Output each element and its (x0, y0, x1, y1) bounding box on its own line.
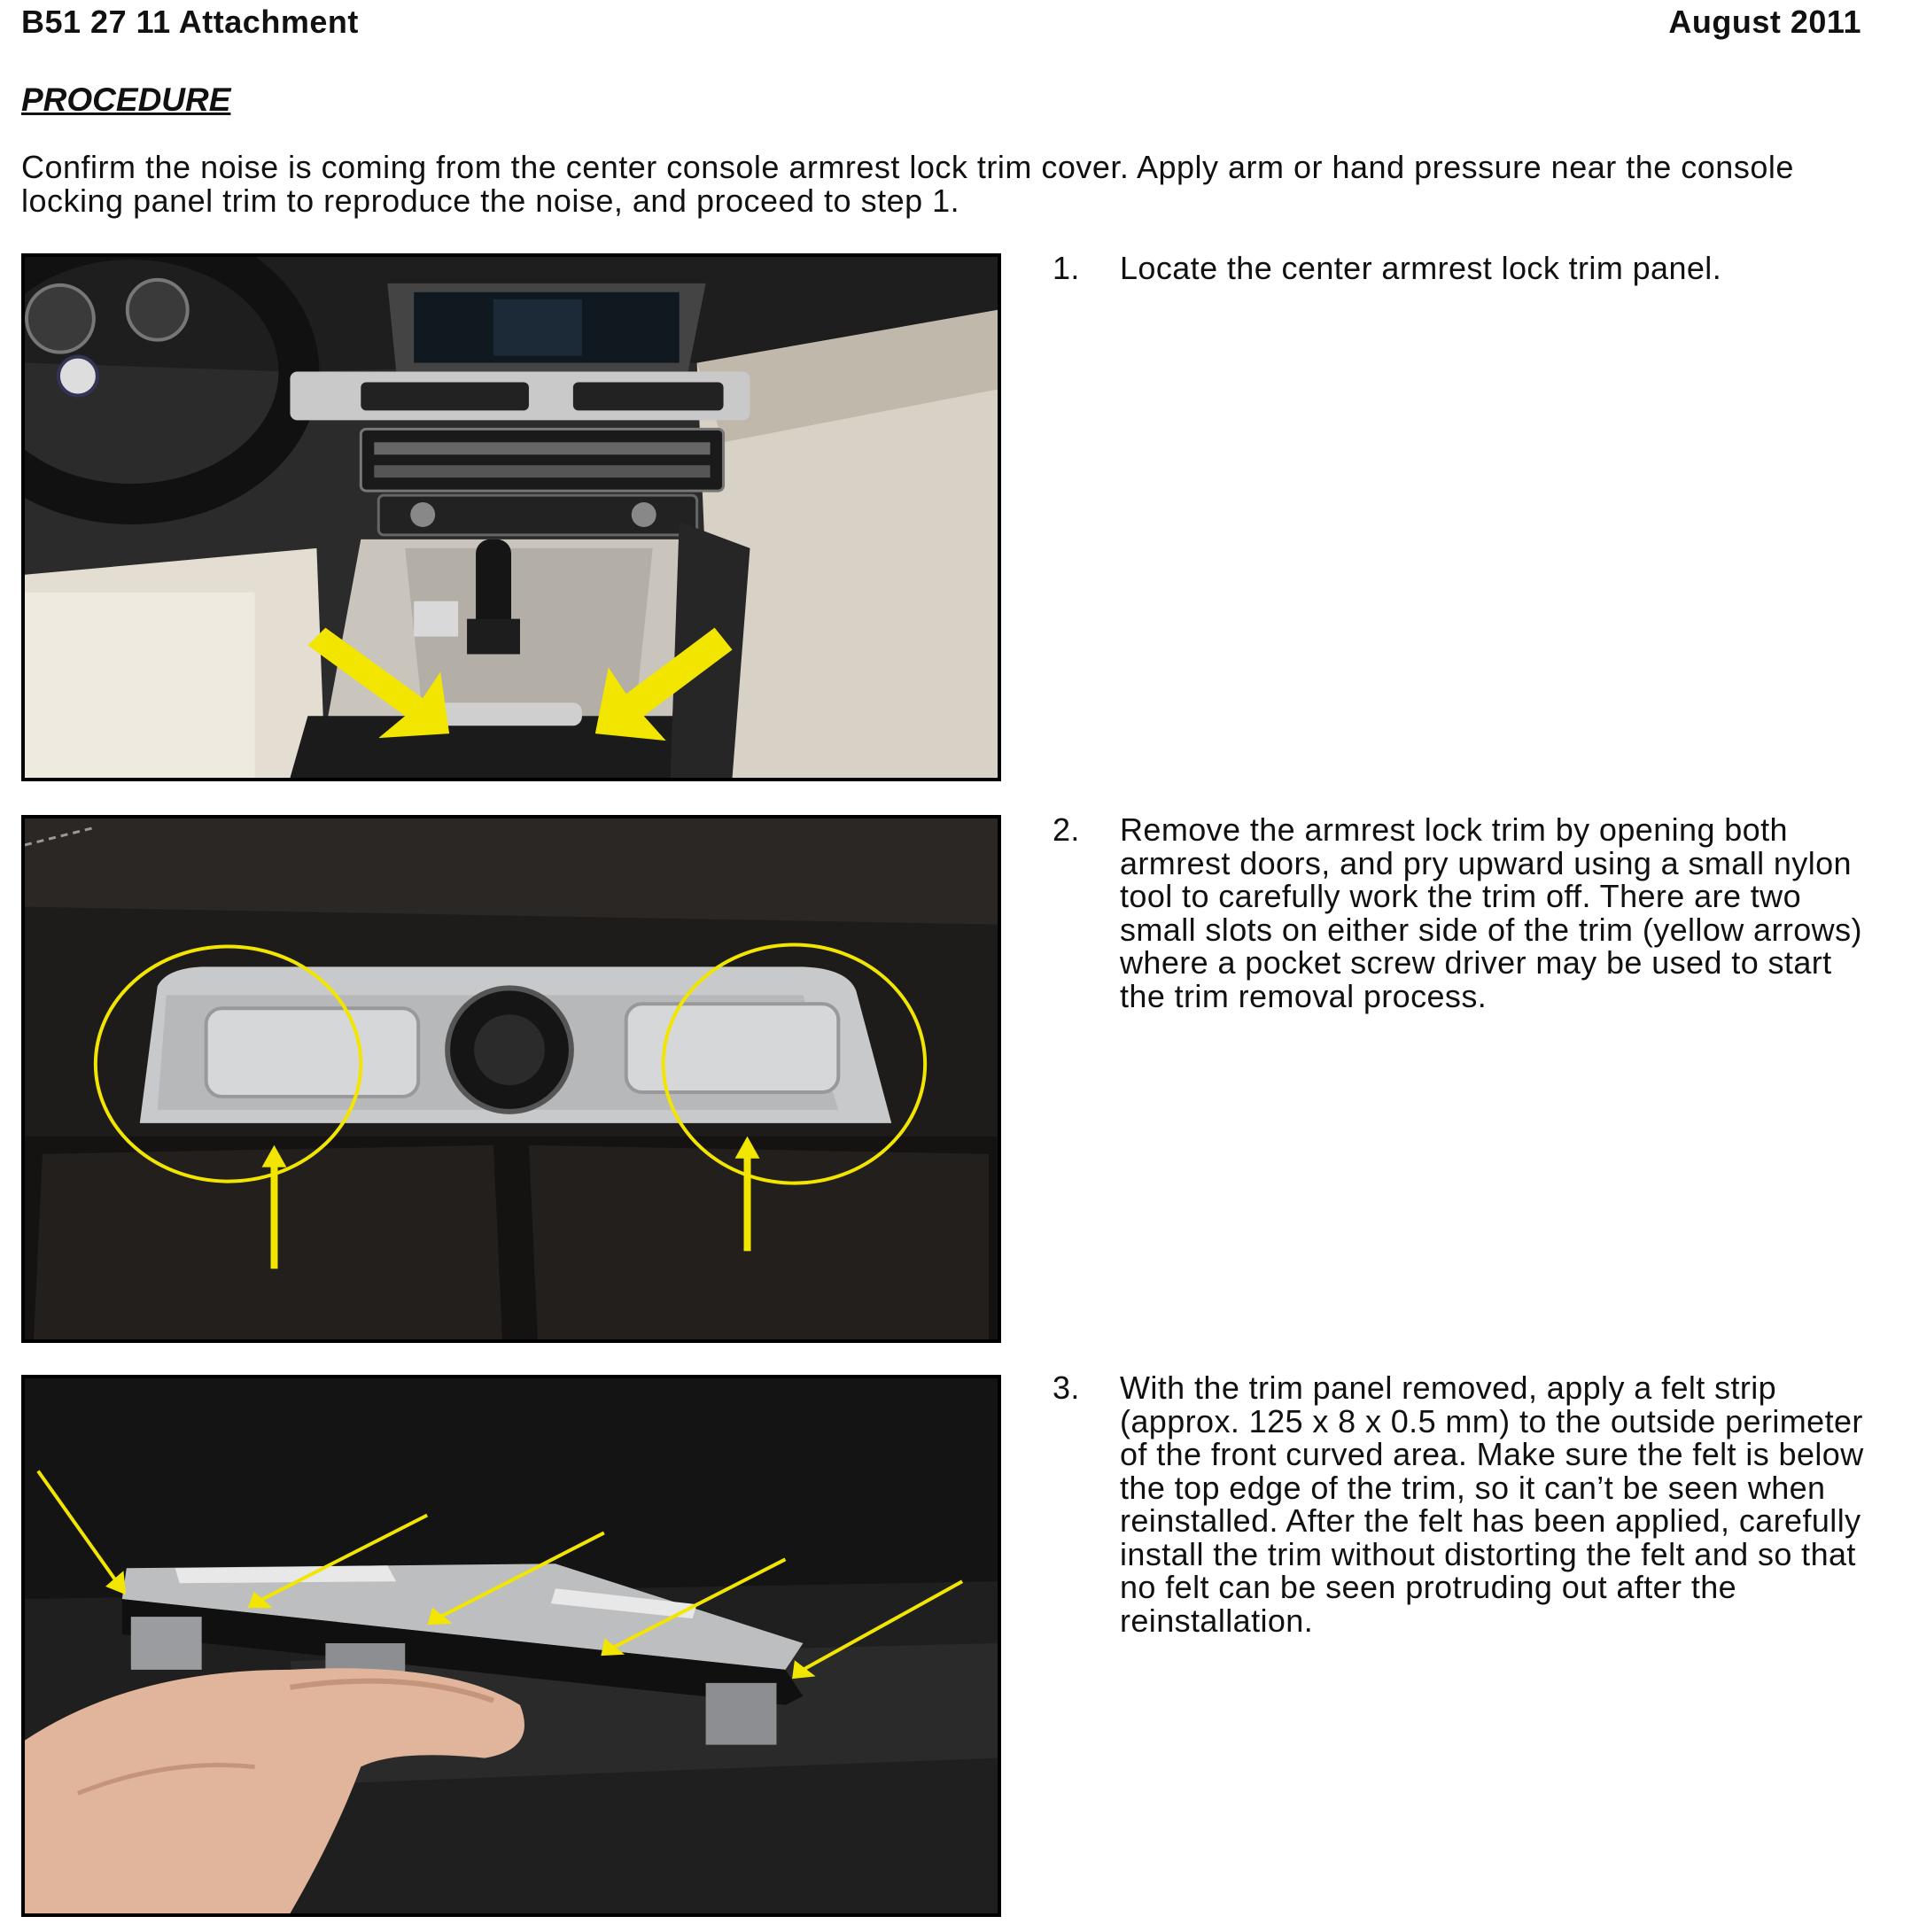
photo-armrest-lock-trim (21, 815, 1001, 1343)
step-1-number: 1. (1053, 250, 1080, 286)
intro-paragraph: Confirm the noise is coming from the center console armrest lock trim cover. Apply arm or hand pressure near the console locking panel trim to reproduce the noise, and proceed to step 1. (21, 149, 1794, 219)
step-1-text: Locate the center armrest lock trim panel. (1120, 250, 1722, 286)
section-heading: PROCEDURE (21, 81, 231, 118)
step-3-text: With the trim panel removed, apply a felt strip (approx. 125 x 8 x 0.5 mm) to the outside perimeter of the front curved area. Make sure the felt is below the top edge of the trim, so it can’t be seen when reinstalled. After the felt has been applied, carefully install the trim without distorting the felt and so that no felt can be seen protruding out after the reinstallation. (1120, 1369, 1864, 1639)
photo-center-console-image (25, 257, 998, 778)
step-2-text: Remove the armrest lock trim by opening both armrest doors, and pry upward using a small nylon tool to carefully work the trim off. There are two small slots on either side of the trim (yellow arrows) where a pocket screw driver may be used to start the trim removal process. (1120, 811, 1862, 1014)
photo-armrest-lock-trim-image (25, 819, 998, 1339)
step-2 (1053, 813, 1868, 1013)
step-3 (1053, 1371, 1868, 1637)
step-1 (1053, 252, 1868, 285)
step-3-number: 3. (1053, 1369, 1080, 1406)
document-id: B51 27 11 Attachment (21, 4, 359, 40)
document-date: August 2011 (1668, 4, 1861, 40)
photo-center-console (21, 253, 1001, 781)
photo-felt-strip-applied (21, 1375, 1001, 1917)
step-2-number: 2. (1053, 811, 1080, 848)
photo-felt-strip-image (25, 1378, 998, 1913)
